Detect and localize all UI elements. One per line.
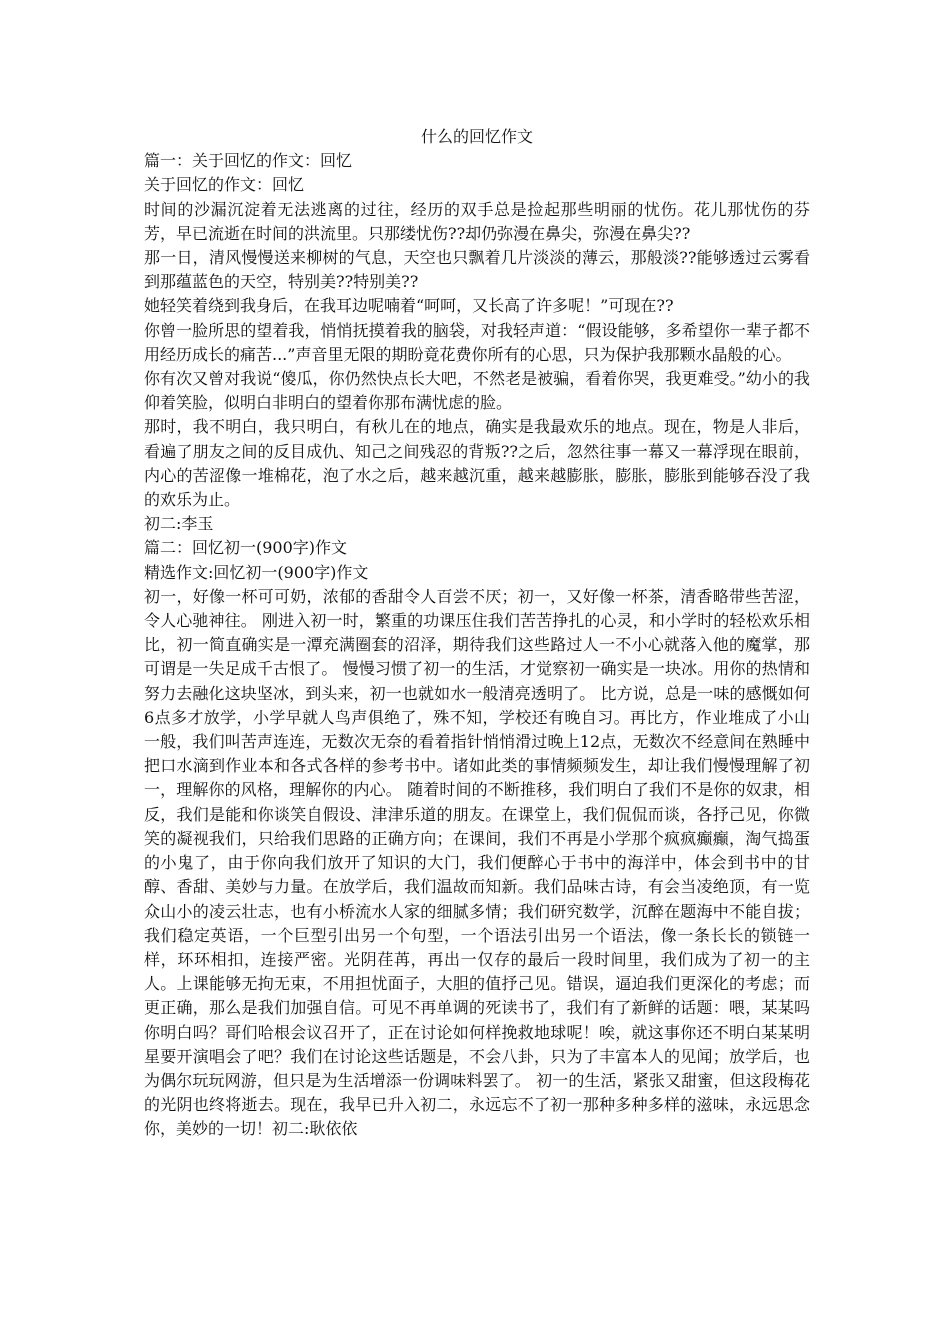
- paragraph: 你曾一脸所思的望着我，悄悄抚摸着我的脑袋，对我轻声道：“假设能够，多希望你一辈子都不用经历成长的痛苦...”声音里无限的期盼竟花费你所有的心思，只为保护我那颗水晶般的心。: [144, 320, 810, 364]
- paragraph-subheading-1: 关于回忆的作文：回忆: [144, 175, 305, 195]
- paragraph: 初一，好像一杯可可奶，浓郁的香甜令人百尝不厌；初一，又好像一杯茶，清香略带些苦涩，令人心驰神往。 刚进入初一时，繁重的功课压住我们苦苦挣扎的心灵，和小学时的轻松欢乐相比，初一简直确实是一潭充满圈套的沼泽，期待我们这些路过人一不小心就落入他的魔掌，那可谓是一失足成千古恨了。 慢慢习惯了初一的生活，才觉察初一确实是一块冰。用你的热情和努力去融化这块坚冰，到头来，初一也就如水一般清亮透明了。 比方说，总是一味的感慨如何6点多才放学，小学早就人鸟声俱绝了，殊不知，学校还有晚自习。再比方，作业堆成了小山一般，我们叫苦声连连，无数次无奈的看着指针悄悄滑过晚上12点，无数次不经意间在熟睡中把口水滴到作业本和各式各样的参考书中。诸如此类的事情频频发生，却让我们慢慢理解了初一，理解你的风格，理解你的内心。 随着时间的不断推移，我们明白了我们不是你的奴隶，相反，我们是能和你谈笑自假设、津津乐道的朋友。在课堂上，我们侃侃而谈，各抒己见，你微笑的凝视我们，只给我们思路的正确方向；在课间，我们不再是小学那个疯疯癫癫，淘气捣蛋的小鬼了，由于你向我们放开了知识的大门，我们便醉心于书中的海洋中，体会到书中的甘醇、香甜、美妙与力量。在放学后，我们温故而知新。我们品味古诗，有会当凌绝顶，有一览众山小的凌云壮志，也有小桥流水人家的细腻多情；我们研究数学，沉醉在题海中不能自拔；我们稳定英语，一个巨型引出另一个句型，一个语法引出另一个语法，像一条长长的锁链一样，环环相扣，连接严密。光阴荏苒，再出一仅存的最后一段时间里，我们成为了初一的主人。上课能够无拘无束，不用担忧面子，大胆的值抒己见。错误，逼迫我们更深化的考虑；而更正确，那么是我们加强自信。可见不再单调的死读书了，我们有了新鲜的话题：喂，某某吗你明白吗？哥们哈根会议召开了，正在讨论如何样挽救地球呢！唉，就这事你还不明白某某明星要开演唱会了吧？我们在讨论这些话题是，不会八卦，只为了丰富本人的见闻；放学后，也为偶尔玩玩网游，但只是为生活增添一份调味料罢了。 初一的生活，紧张又甜蜜，但这段梅花的光阴也终将逝去。现在，我早已升入初二，永远忘不了初一那种多种多样的滋味，永远思念你，美妙的一切！初二:耿依依: [144, 586, 810, 1139]
- paragraph-subheading-2: 精选作文:回忆初一(900字)作文: [144, 562, 369, 582]
- paragraph: 她轻笑着绕到我身后，在我耳边呢喃着“呵呵，又长高了许多呢！”可现在??: [144, 296, 674, 316]
- paragraph: 那一日，清风慢慢送来柳树的气息，天空也只飘着几片淡淡的薄云，那般淡??能够透过云雾看到那蕴蓝色的天空，特别美??特别美??: [144, 248, 810, 292]
- paragraph-heading-2: 篇二：回忆初一(900字)作文: [144, 538, 348, 558]
- paragraph: 你有次又曾对我说“傻瓜，你仍然快点长大吧，不然老是被骗，看着你哭，我更难受。”幼小的我仰着笑脸，似明白非明白的望着你那布满忧虑的脸。: [144, 369, 810, 413]
- paragraph: 时间的沙漏沉淀着无法逃离的过往，经历的双手总是捡起那些明丽的忧伤。花儿那忧伤的芬芳，早已流逝在时间的洪流里。只那缕忧伤??却仍弥漫在鼻尖，弥漫在鼻尖??: [144, 199, 810, 243]
- document-body: [144, 125, 810, 1142]
- author-line-1: 初二:李玉: [144, 514, 214, 534]
- paragraph-heading-1: 篇一：关于回忆的作文：回忆: [144, 151, 353, 171]
- document-title: 什么的回忆作文: [420, 127, 533, 146]
- paragraph: 那时，我不明白，我只明白，有秋儿在的地点，确实是我最欢乐的地点。现在，物是人非后，看遍了朋友之间的反目成仇、知己之间残忍的背叛??之后，忽然往事一幕又一幕浮现在眼前，内心的苦涩像一堆棉花，泡了水之后，越来越沉重，越来越膨胀，膨胀，膨胀到能够吞没了我的欢乐为止。: [144, 417, 810, 510]
